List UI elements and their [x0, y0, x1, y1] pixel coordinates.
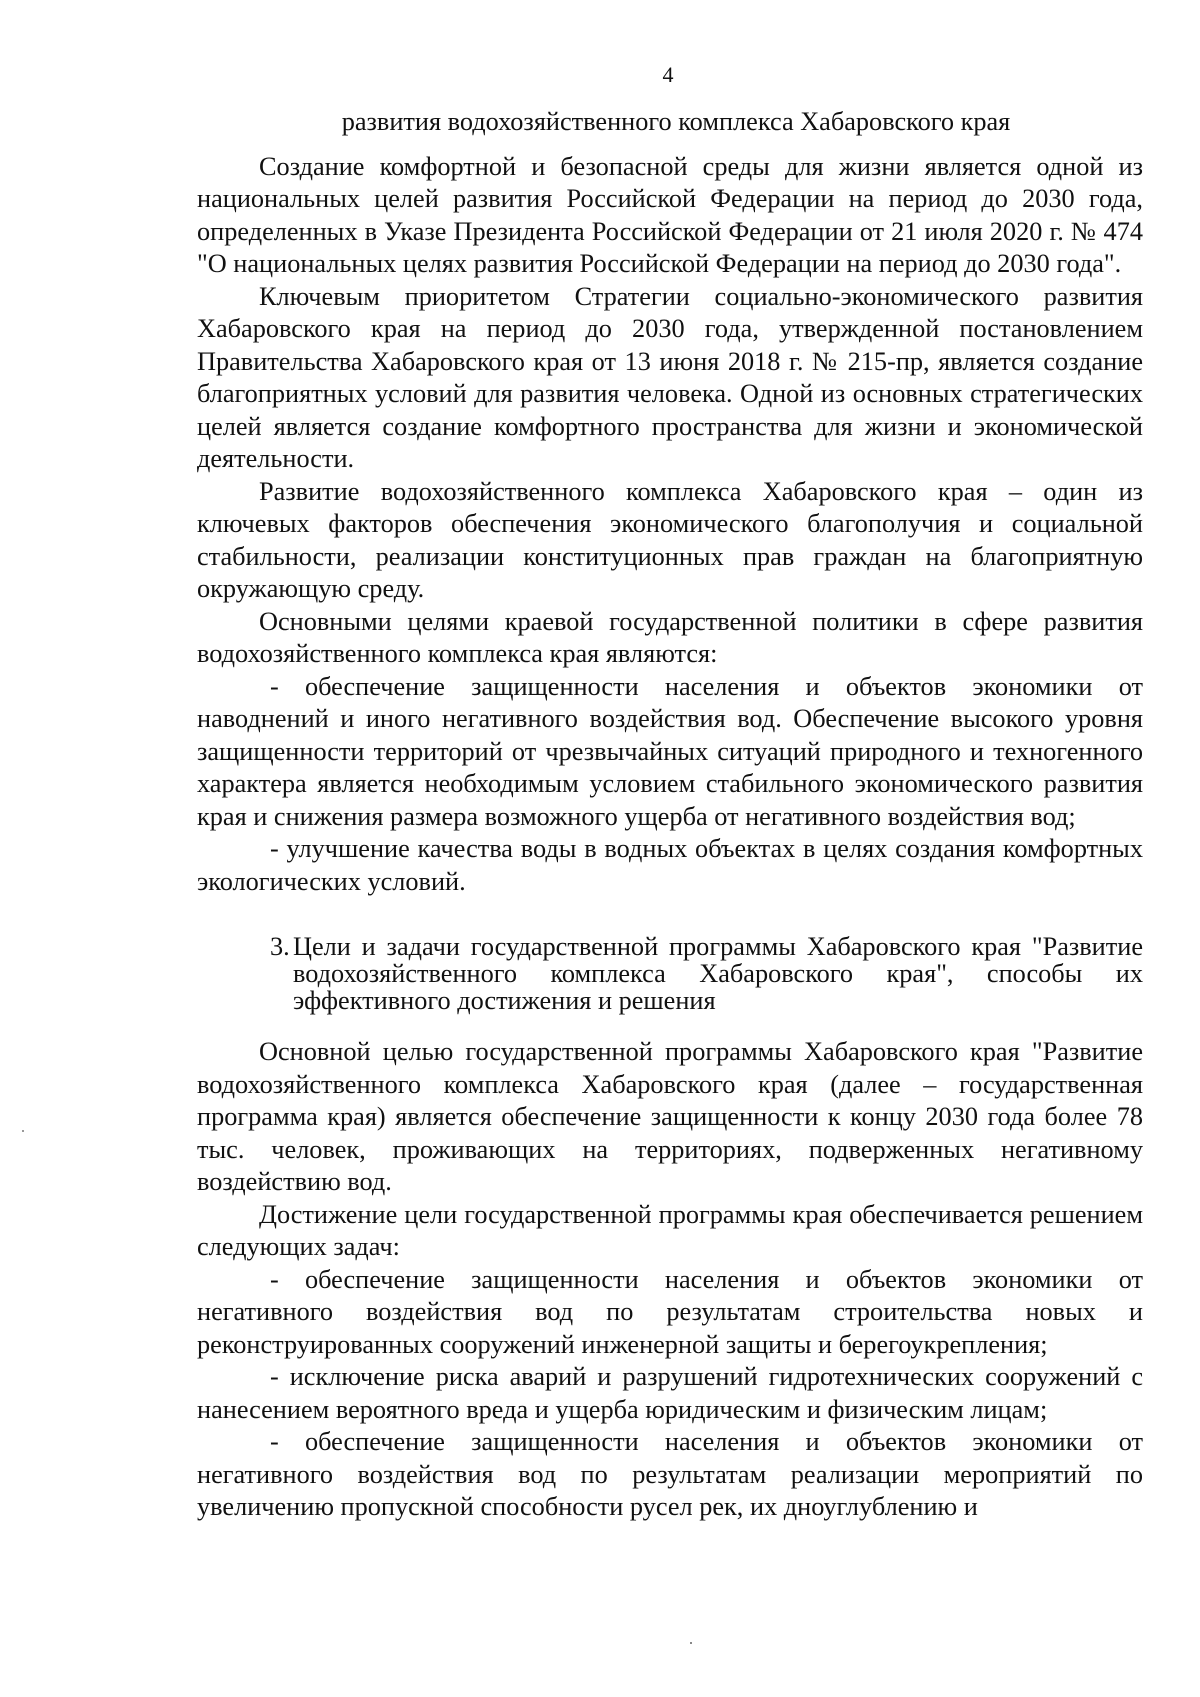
list-item: - улучшение качества воды в водных объектах в целях создания комфортных экологических условий.: [197, 834, 1143, 896]
list-item: - обеспечение защищенности населения и объектов экономики от наводнений и иного негативного воздействия вод. Обеспечение высокого уровня защищенности территорий от чрезвычайных ситуаций природного и техногенного характера является необходимым условием стабильного экономического развития края и снижения размера возможного ущерба от негативного воздействия вод;: [197, 671, 1143, 831]
paragraph: Ключевым приоритетом Стратегии социально-экономического развития Хабаровского края на период до 2030 года, утвержденной постановлением Правительства Хабаровского края от 13 июня 2018 г. № 215-пр, является создание благоприятных условий для развития человека. Одной из основных стратегических целей является создание комфортного пространства для жизни и экономической деятельности.: [197, 281, 1143, 473]
document-body: [197, 106, 1143, 1524]
scan-artifact-mark: [22, 1130, 24, 1132]
paragraph: Развитие водохозяйственного комплекса Хабаровского края – один из ключевых факторов обеспечения экономического благополучия и социальной стабильности, реализации конституционных прав граждан на благоприятную окружающую среду.: [197, 476, 1143, 603]
list-item: - обеспечение защищенности населения и объектов экономики от негативного воздействия вод по результатам строительства новых и реконструированных сооружений инженерной защиты и берегоукрепления;: [197, 1264, 1143, 1359]
section-title: [197, 933, 1143, 1014]
paragraph: Достижение цели государственной программы края обеспечивается решением следующих задач:: [197, 1199, 1143, 1261]
scan-artifact-dot: [690, 1642, 692, 1644]
section-heading-continuation: развития водохозяйственного комплекса Хабаровского края: [341, 107, 1011, 136]
list-item: - исключение риска аварий и разрушений гидротехнических сооружений с нанесением вероятного вреда и ущерба юридическим и физическим лицам;: [197, 1362, 1143, 1424]
section-number: 3.: [270, 932, 290, 961]
paragraph: Основной целью государственной программы Хабаровского края "Развитие водохозяйственного комплекса Хабаровского края (далее – государственная программа края) является обеспечение защищенности к концу 2030 года более 78 тыс. человек, проживающих на территориях, подверженных негативному воздействию вод.: [197, 1037, 1143, 1196]
list-item: - обеспечение защищенности населения и объектов экономики от негативного воздействия вод по результатам реализации мероприятий по увеличению пропускной способности русел рек, их дноуглублению и: [197, 1427, 1143, 1521]
paragraph: Создание комфортной и безопасной среды для жизни является одной из национальных целей развития Российской Федерации на период до 2030 года, определенных в Указе Президента Российской Федерации от 21 июля 2020 г. № 474 "О национальных целях развития Российской Федерации на период до 2030 года".: [197, 151, 1143, 278]
paragraph: Основными целями краевой государственной политики в сфере развития водохозяйственного комплекса края являются:: [197, 606, 1143, 668]
page-number: 4: [662, 62, 674, 87]
section-title-text: Цели и задачи государственной программы Хабаровского края "Развитие водохозяйственного комплекса Хабаровского края", способы их эффективного достижения и решения: [293, 932, 1143, 1015]
